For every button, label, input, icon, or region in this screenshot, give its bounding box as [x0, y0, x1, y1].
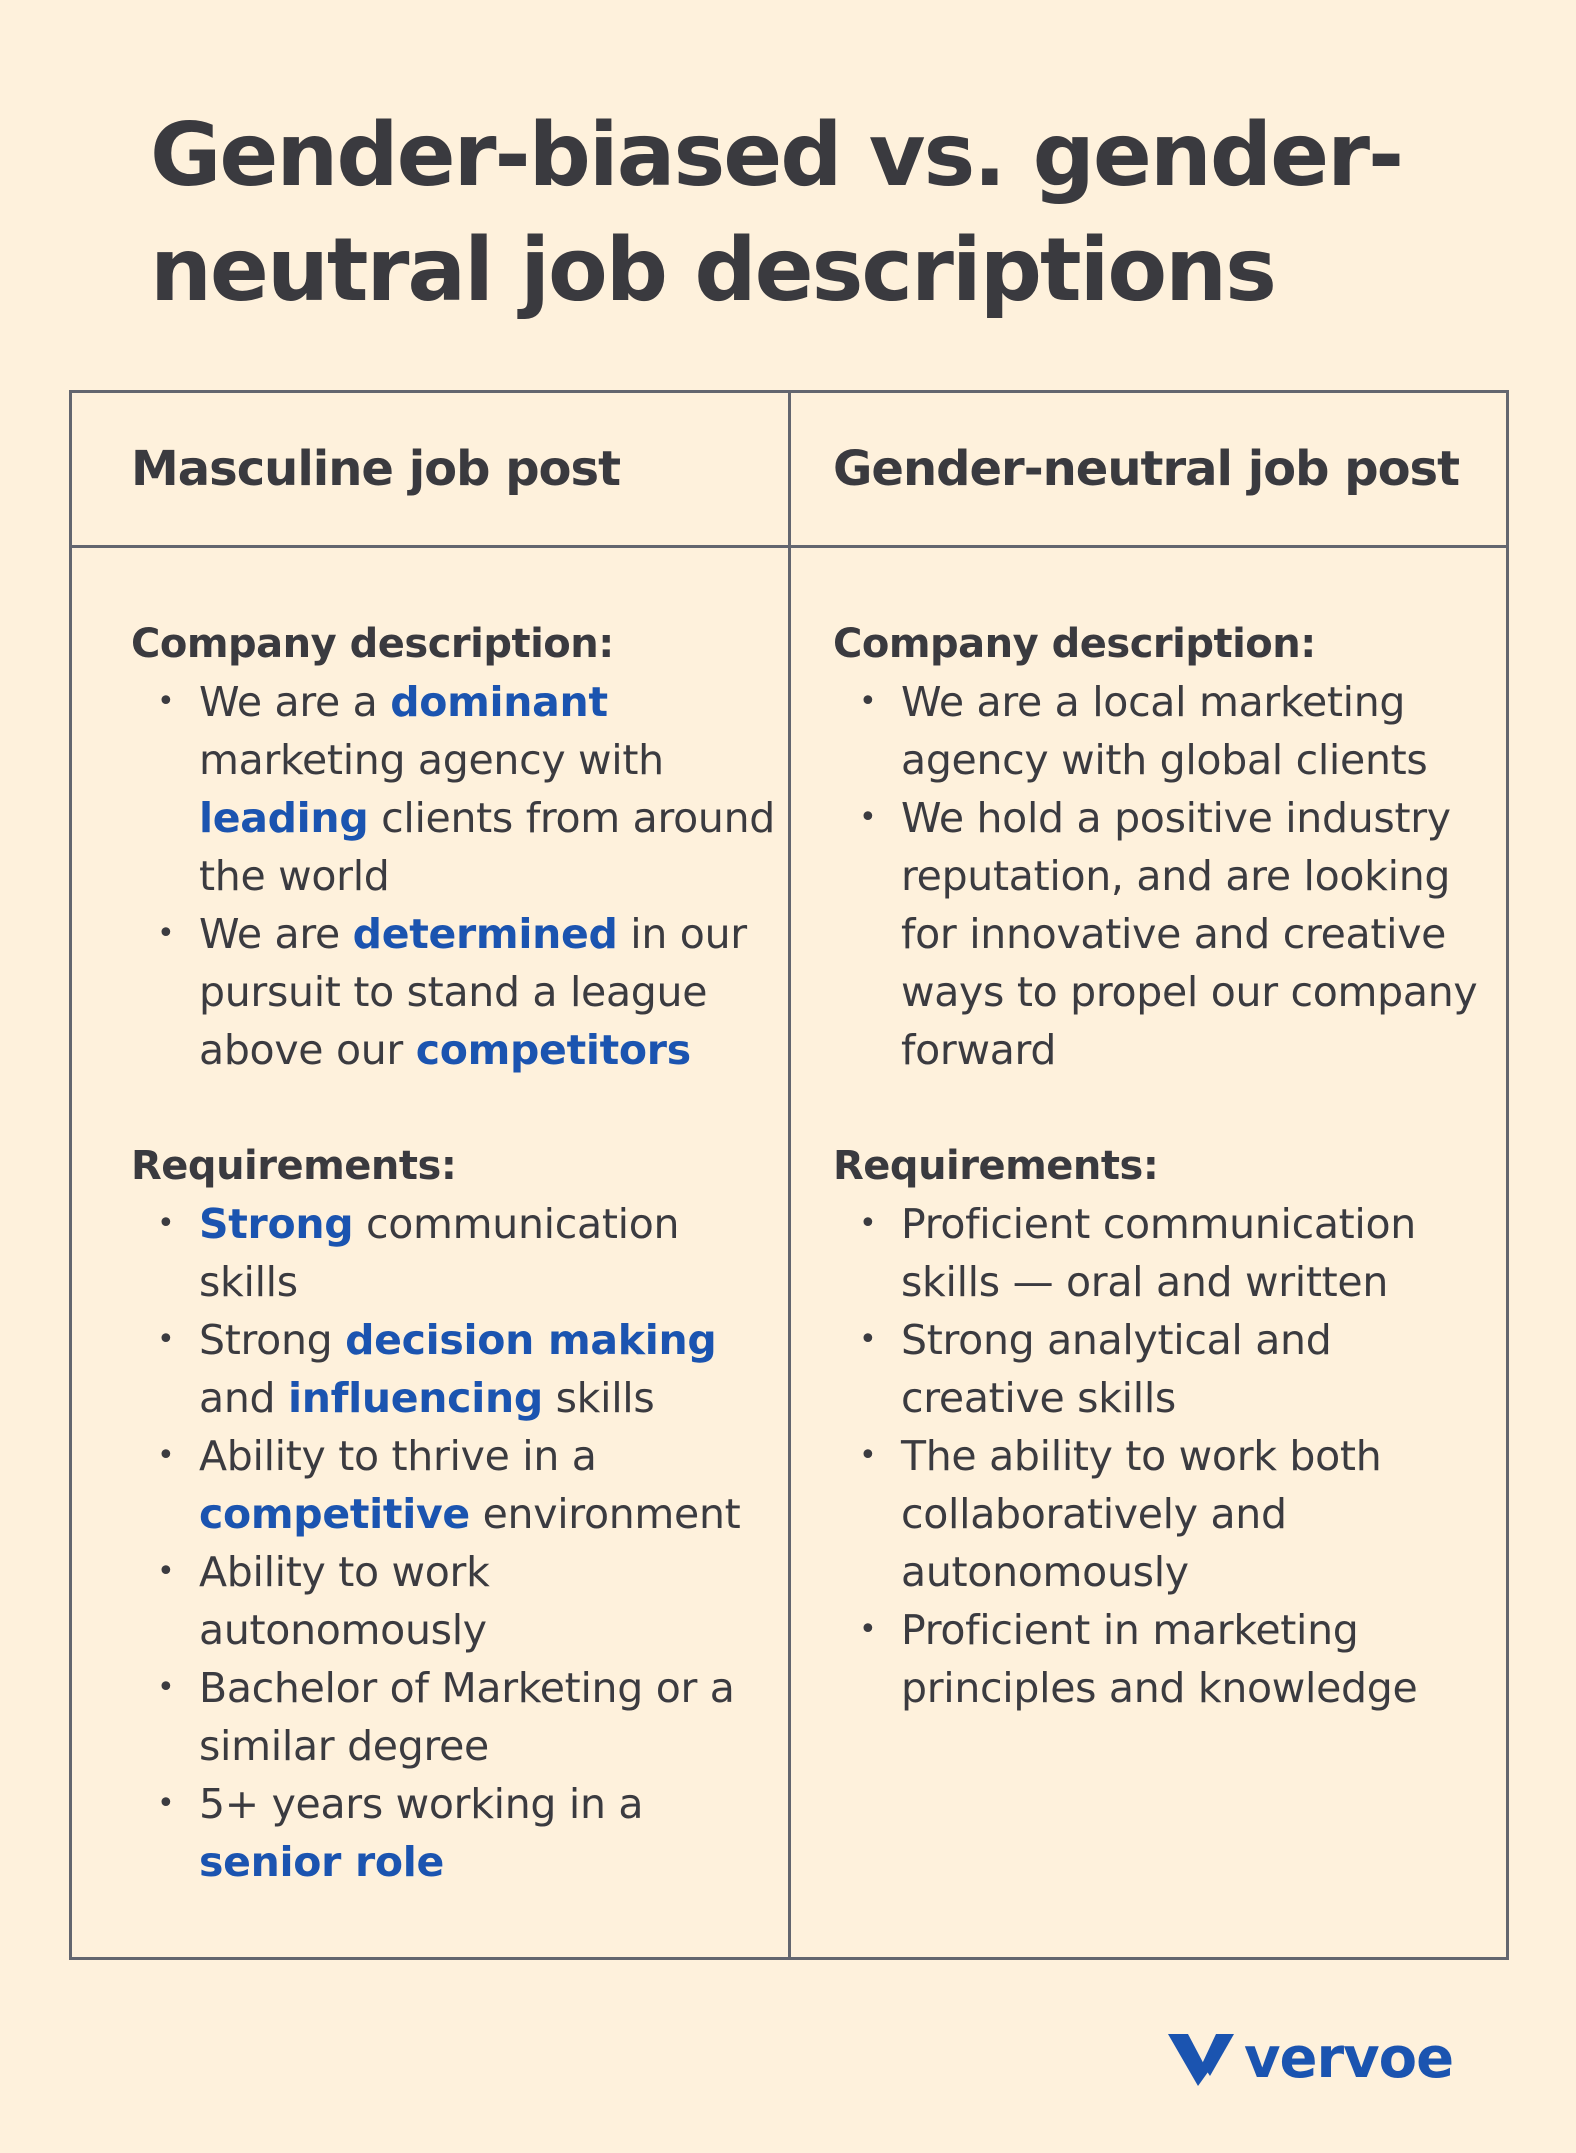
neutral-column-body [833, 615, 1503, 1717]
highlighted-word: competitive [199, 1490, 470, 1538]
comparison-table [69, 390, 1509, 1960]
vervoe-v-icon [1168, 2030, 1234, 2088]
list-item [901, 1427, 1503, 1601]
company-description-label: Company description: [131, 621, 614, 667]
highlighted-word: determined [352, 910, 618, 958]
neutral-column-heading: Gender-neutral job post [833, 441, 1460, 497]
highlighted-word: competitors [415, 1026, 691, 1074]
list-item [901, 1195, 1503, 1311]
masculine-column-heading: Masculine job post [131, 441, 621, 497]
item-text: We hold a positive industry reputation, and are looking for innovative and creative ways to propel our company forward [901, 794, 1478, 1074]
masculine-column-body [131, 615, 781, 1891]
highlighted-word: leading [199, 794, 369, 842]
company-description-label: Company description: [833, 621, 1316, 667]
page-title: Gender-biased vs. gender-neutral job descriptions [150, 104, 1403, 321]
list-item [901, 673, 1503, 789]
highlighted-word: Strong [199, 1200, 354, 1248]
requirements-list [833, 1195, 1503, 1717]
item-text: Ability to thrive in a [199, 1432, 597, 1480]
list-item [901, 1601, 1503, 1717]
item-text: We are a [199, 678, 391, 726]
requirements-label: Requirements: [833, 1143, 1159, 1189]
list-item [199, 1659, 781, 1775]
requirements-list [131, 1195, 781, 1891]
logo-text: vervoe [1244, 2026, 1454, 2091]
item-text: communication skills [199, 1200, 680, 1306]
header-divider [72, 545, 1506, 548]
item-text: We are a local marketing agency with global clients [901, 678, 1428, 784]
item-text: marketing agency with [199, 736, 664, 784]
item-text: 5+ years working in a [199, 1780, 644, 1828]
list-item [199, 905, 781, 1079]
list-item [901, 789, 1503, 1079]
list-item [901, 1311, 1503, 1427]
list-item [199, 1195, 781, 1311]
item-text: Proficient in marketing principles and knowledge [901, 1606, 1418, 1712]
item-text: skills [542, 1374, 655, 1422]
highlighted-word: senior role [199, 1838, 445, 1886]
list-item [199, 1543, 781, 1659]
item-text: We are [199, 910, 353, 958]
list-item [199, 1775, 781, 1891]
company-description-list [131, 673, 781, 1079]
column-divider [788, 393, 791, 1957]
item-text: in our pursuit to stand a league above our [199, 910, 747, 1074]
requirements-label: Requirements: [131, 1143, 457, 1189]
company-description-list [833, 673, 1503, 1079]
highlighted-word: dominant [390, 678, 608, 726]
list-item [199, 673, 781, 905]
item-text: Bachelor of Marketing or a similar degree [199, 1664, 735, 1770]
highlighted-word: decision making [345, 1316, 717, 1364]
item-text: Strong analytical and creative skills [901, 1316, 1332, 1422]
item-text: Strong [199, 1316, 346, 1364]
item-text: The ability to work both collaboratively and autonomously [901, 1432, 1382, 1596]
list-item [199, 1427, 781, 1543]
item-text: clients from around the world [199, 794, 776, 900]
vervoe-logo [1168, 2026, 1454, 2091]
item-text: Proficient communication skills — oral and written [901, 1200, 1416, 1306]
list-item [199, 1311, 781, 1427]
item-text: environment [469, 1490, 741, 1538]
item-text: and [199, 1374, 288, 1422]
item-text: Ability to work autonomously [199, 1548, 490, 1654]
highlighted-word: influencing [287, 1374, 543, 1422]
